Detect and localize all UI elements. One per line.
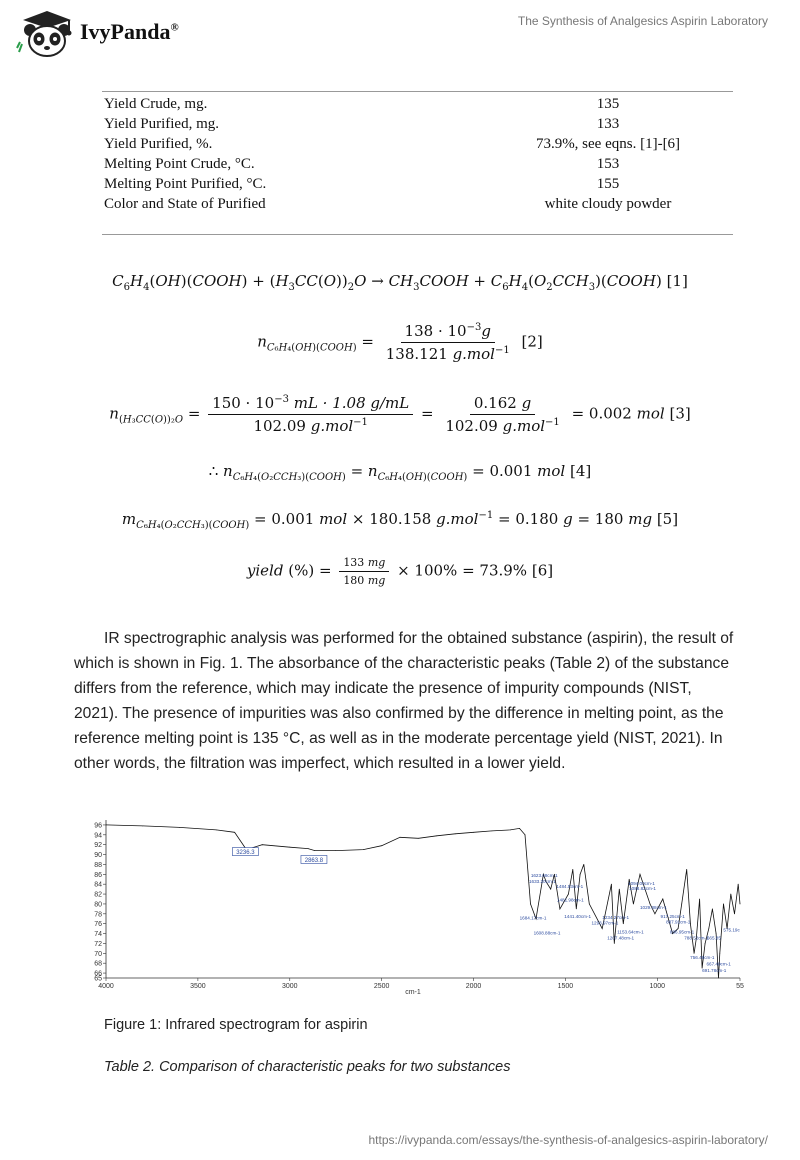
equation-4-tag: [4]: [570, 462, 592, 480]
spectrum-point: [629, 879, 630, 880]
spectrum-point: [723, 904, 724, 905]
spectrum-point: [589, 904, 590, 905]
results-row: [102, 194, 733, 214]
results-row: [102, 134, 733, 154]
equation-6-tag: [6]: [531, 561, 554, 580]
y-tick-label: 65: [94, 975, 102, 983]
spectrum-point: [381, 845, 382, 846]
peak-annotation: 756.48cm-1: [690, 955, 715, 961]
peak-annotation: 1633.20cm-1: [528, 879, 556, 885]
y-tick-label: 78: [94, 911, 102, 919]
peak-annotation: 1684.17cm-1: [519, 915, 547, 921]
spectrum-point: [734, 913, 735, 914]
spectrum-point: [572, 869, 573, 870]
y-tick-label: 86: [94, 871, 102, 879]
y-tick-label: 88: [94, 861, 102, 869]
x-tick-label: 4000: [98, 983, 114, 990]
spectrum-point: [699, 899, 700, 900]
brand-name[interactable]: IvyPanda®: [80, 19, 179, 44]
equation-5: $m_{C_6H_4(O_2CCH_3)(COOH)} = 0.001$ mol × 180.158 g.mol$^{-1}$ = 0.180 g = 180 mg [5]: [121, 510, 679, 531]
spectrum-point: [142, 826, 143, 827]
spectrum-point: [730, 894, 731, 895]
x-tick-label: 1000: [649, 983, 666, 990]
y-tick-label: 66: [94, 970, 102, 978]
spectrum-point: [519, 828, 520, 829]
spectrum-point: [492, 830, 493, 831]
spectrum-point: [436, 835, 437, 836]
spectrum-point: [619, 889, 620, 890]
y-tick-label: 90: [94, 852, 102, 860]
figure-caption: Figure 1: Infrared spectrogram for aspirin: [104, 1017, 368, 1033]
body-paragraph: IR spectrographic analysis was performed for the obtained substance (aspirin), the result of which is shown in Fig. 1. The absorbance of the characteristic peaks (Table 2) of the substance differs from the reference, which may indicate the presence of impurity compounds (NIST, 2021). The presence of impurities was also confirmed by the difference in melting point, as the reference melting point is 135 °C, as well as in the moderate percentage yield (NIST, 2021). In other words, the filtration was imperfect, which resulted in a lower yield.: [74, 630, 734, 772]
spectrum-point: [718, 978, 719, 979]
peak-annotation: 1088.82cm-1: [629, 886, 656, 892]
equation-6: yield (%) = $\frac{133 mg}{180 mg}$ × 100% = 73.9% [6]: [246, 556, 554, 587]
page-header: [0, 0, 800, 70]
spectrum-point: [289, 847, 290, 848]
peak-annotation: 1623.68cm-1: [530, 872, 558, 878]
spectrum-point: [719, 953, 720, 954]
results-table: [102, 91, 733, 235]
results-label: Color and State of Purified: [104, 196, 266, 212]
results-row: [102, 174, 733, 194]
equation-4: ∴ $n_{C_6H_4(O_2CCH_3)(COOH)} = n_{C_6H_4(OH)(COOH)} = 0.001$ mol [4]: [208, 462, 592, 483]
spectrum-point: [583, 864, 584, 865]
spectrum-point: [530, 904, 531, 905]
x-tick-label: 2000: [465, 983, 482, 990]
peak-box-label: 2863.8: [304, 857, 324, 864]
spectrum-point: [614, 943, 615, 944]
spectrum-point: [455, 833, 456, 834]
spectrum-point: [740, 904, 741, 905]
spectrum-point: [363, 849, 364, 850]
spectrum-point: [716, 933, 717, 934]
spectrum-point: [400, 837, 401, 838]
y-tick-label: 76: [94, 921, 102, 929]
peak-annotation: 1481.98cm-1: [556, 897, 584, 903]
peak-annotation: 691.78cm-1: [702, 968, 727, 974]
spectrum-point: [216, 829, 217, 830]
peak-annotation: 1207.48cm-1: [607, 935, 635, 941]
panda-logo-icon[interactable]: [16, 8, 78, 58]
peak-annotation: 1153.64cm-1: [617, 929, 644, 935]
peak-annotation: 788.52cm-1: [684, 935, 709, 941]
spectrum-point: [640, 874, 641, 875]
spectrum-point: [335, 850, 336, 851]
y-tick-label: 70: [94, 950, 102, 958]
y-tick-label: 68: [94, 960, 102, 968]
spectrum-point: [705, 943, 706, 944]
peak-annotation: 866.95cm-1: [669, 929, 695, 935]
y-tick-label: 74: [94, 931, 102, 939]
spectrum-point: [473, 832, 474, 833]
spectrum-series-line: [106, 825, 740, 978]
results-row: [102, 154, 733, 174]
y-tick-label: 96: [94, 822, 102, 830]
peak-annotation: 1094.00cm-1: [628, 881, 655, 887]
equation-3: $n_{(H_3CC(O))_2O}$ = $\frac{150 \cdot 10^{-3} mL \cdot 1.08 g/mL}{102.09 g.mol^{-1}}$ = $\frac{0.162 g}{102.09 g.mol^{-1}}$ = 0.002 mol [3]: [109, 394, 691, 435]
results-value: 153: [596, 156, 620, 172]
spectrum-point: [694, 953, 695, 954]
peak-annotation: 1484.53cm-1: [556, 884, 584, 890]
results-value: white cloudy powder: [544, 196, 672, 212]
x-tick-label: 2500: [373, 983, 390, 990]
results-value: 135: [596, 96, 620, 112]
spectrum-point: [633, 904, 634, 905]
results-value: 133: [596, 116, 620, 132]
spectrum-point: [623, 923, 624, 924]
peak-annotation: 1029.88cm-1: [639, 904, 667, 910]
ir-spectrum-chart: [82, 812, 744, 996]
y-tick-label: 80: [94, 901, 102, 909]
x-axis-label: cm-1: [405, 989, 421, 996]
equation-2: $n_{C_6H_4(OH)(COOH)}$ = $\frac{138 \cdot 10^{-3}g}{138.121 g.mol^{-1}}$ [2]: [257, 322, 543, 363]
x-tick-label: 3500: [190, 983, 206, 990]
spectrum-point: [106, 825, 107, 826]
peak-annotation: 575.19c: [723, 927, 740, 933]
x-tick-label: 1500: [557, 983, 574, 990]
equation-2-tag: [2]: [521, 332, 543, 351]
results-value: 73.9%, see eqns. [1]-[6]: [535, 136, 681, 152]
spectrum-point: [525, 834, 526, 835]
spectrum-point: [234, 832, 235, 833]
spectrum-point: [708, 928, 709, 929]
spectrum-point: [602, 928, 603, 929]
equation-1: $C_6H_4(OH)(COOH) + (H_3CC(O))_2O$ → $CH_3COOH$ + $C_6H_4(O_2CCH_3)(COOH)$ [1]: [112, 272, 688, 293]
spectrum-point: [738, 884, 739, 885]
y-tick-label: 94: [94, 832, 102, 840]
spectrum-point: [655, 913, 656, 914]
equation-1-tag: [1]: [666, 272, 688, 290]
footer-url[interactable]: https://ivypanda.com/essays/the-synthesis-of-analgesics-aspirin-laboratory/: [368, 1133, 768, 1147]
y-tick-label: 92: [94, 842, 102, 850]
spectrum-point: [179, 827, 180, 828]
spectrum-point: [550, 889, 551, 890]
results-label: Yield Purified, mg.: [104, 116, 219, 132]
results-row: [102, 114, 733, 134]
results-label: Melting Point Purified, °C.: [104, 176, 267, 192]
x-tick-label: 3000: [281, 983, 298, 990]
document-title: The Synthesis of Analgesics Aspirin Laboratory: [517, 14, 768, 28]
spectrum-point: [662, 899, 663, 900]
spectrum-point: [580, 874, 581, 875]
peak-annotation: 1293.97cm-1: [591, 920, 619, 926]
spectrum-point: [568, 894, 569, 895]
peak-annotation: 665.85: [706, 935, 721, 941]
y-tick-label: 84: [94, 881, 102, 889]
results-value: 155: [596, 176, 620, 192]
peak-annotation: 1441.40cm-1: [564, 913, 592, 919]
peak-annotation: 887.91cm-1: [666, 919, 691, 925]
x-tick-label: 55: [736, 983, 744, 990]
y-tick-label: 82: [94, 891, 102, 899]
peak-annotation: 917.25cm-1: [660, 913, 685, 919]
spectrum-point: [611, 884, 612, 885]
table-title: Table 2. Comparison of characteristic peaks for two substances: [104, 1059, 511, 1075]
spectrum-point: [510, 829, 511, 830]
peak-annotation: 1608.88cm-1: [533, 930, 561, 936]
spectrum-point: [308, 848, 309, 849]
results-label: Melting Point Crude, °C.: [104, 156, 255, 172]
peak-annotation: 667.40cm-1: [706, 961, 731, 967]
spectrum-point: [686, 869, 687, 870]
results-label: Yield Crude, mg.: [104, 96, 208, 112]
equation-5-tag: [5]: [656, 510, 679, 528]
y-tick-label: 72: [94, 940, 102, 948]
spectrum-point: [262, 844, 263, 845]
results-row: [102, 94, 733, 114]
spectrum-point: [712, 908, 713, 909]
peak-annotation: 1234.27cm-1: [602, 914, 630, 920]
equation-3-tag: [3]: [669, 404, 691, 423]
results-label: Yield Purified, %.: [104, 136, 213, 152]
spectrum-point: [576, 908, 577, 909]
peak-box-label: 3236.3: [236, 850, 255, 857]
spectrum-point: [560, 908, 561, 909]
spectrum-point: [314, 850, 315, 851]
spectrum-point: [681, 904, 682, 905]
spectrum-point: [418, 838, 419, 839]
